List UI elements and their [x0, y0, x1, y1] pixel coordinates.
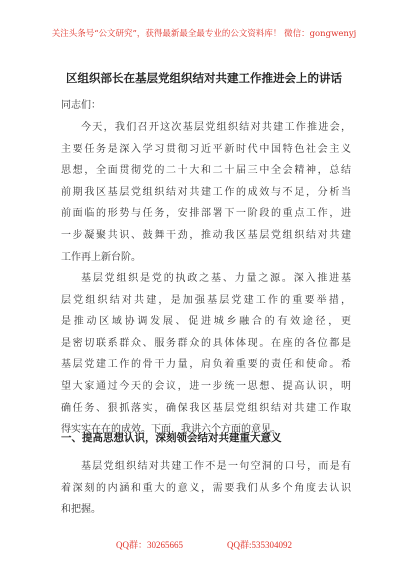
- paragraph-line: 工作再上新台阶。: [61, 251, 141, 263]
- paragraph-line: 前期我区基层党组织结对共建工作的成效与不足，分析当: [61, 186, 351, 198]
- paragraph-line: 一步凝聚共识、鼓舞干劲，推动我区基层党组织结对共建: [61, 229, 351, 241]
- qq-group-1: QQ群：30265665: [116, 540, 183, 550]
- paragraph-line: 得实实在在的成效。下面，我讲六个方面的意见。: [61, 424, 281, 436]
- paragraph-line: 基层党组织是党的执政之基、力量之源。深入推进基: [81, 273, 351, 284]
- paragraph-1: [61, 117, 351, 268]
- document-title: 区组织部长在基层党组织结对共建工作推进会上的讲话: [66, 71, 342, 85]
- paragraph-line: 基层党组织结对共建工作不是一句空洞的口号，而是有: [81, 461, 351, 472]
- paragraph-line: 主要任务是深入学习贯彻习近平新时代中国特色社会主义: [61, 143, 351, 155]
- paragraph-line: 前面临的形势与任务，安排部署下一阶段的重点工作，进: [61, 208, 351, 220]
- paragraph-line: 是推动区域协调发展、促进城乡融合的有效途径，更: [61, 316, 351, 328]
- paragraph-line: 和把握。: [61, 504, 101, 516]
- paragraph-line: 今天，我们召开这次基层党组织结对共建工作推进会，: [81, 122, 351, 133]
- promo-banner: 关注头条号“公文研究”，获得最新最全最专业的公文资料库！ 微信：gongwenyj: [51, 29, 357, 39]
- paragraph-line: 层党组织结对共建，是加强基层党建工作的重要举措，: [61, 294, 351, 306]
- section-heading: 一、提高思想认识，深刻领会结对共建重大意义: [61, 432, 282, 444]
- paragraph-line: 确任务、狠抓落实，确保我区基层党组织结对共建工作取: [61, 402, 351, 414]
- contact-footer: [0, 538, 408, 551]
- paragraph-line: 思想，全面贯彻党的二十大和二十届三中全会精神，总结: [61, 165, 351, 177]
- qq-group-2: QQ群:535304092: [227, 540, 292, 550]
- paragraph-line: 着深刻的内涵和重大的意义，需要我们从多个角度去认识: [61, 482, 351, 494]
- paragraph-line: 基层党建工作的骨干力量，肩负着重要的责任和使命。希: [61, 359, 351, 371]
- salutation: 同志们：: [61, 100, 101, 111]
- paragraph-3: [61, 456, 351, 521]
- paragraph-line: 望大家通过今天的会议，进一步统一思想、提高认识，明: [61, 380, 351, 392]
- paragraph-2: [61, 268, 351, 441]
- paragraph-line: 是密切联系群众、服务群众的具体体现。在座的各位都是: [61, 337, 351, 349]
